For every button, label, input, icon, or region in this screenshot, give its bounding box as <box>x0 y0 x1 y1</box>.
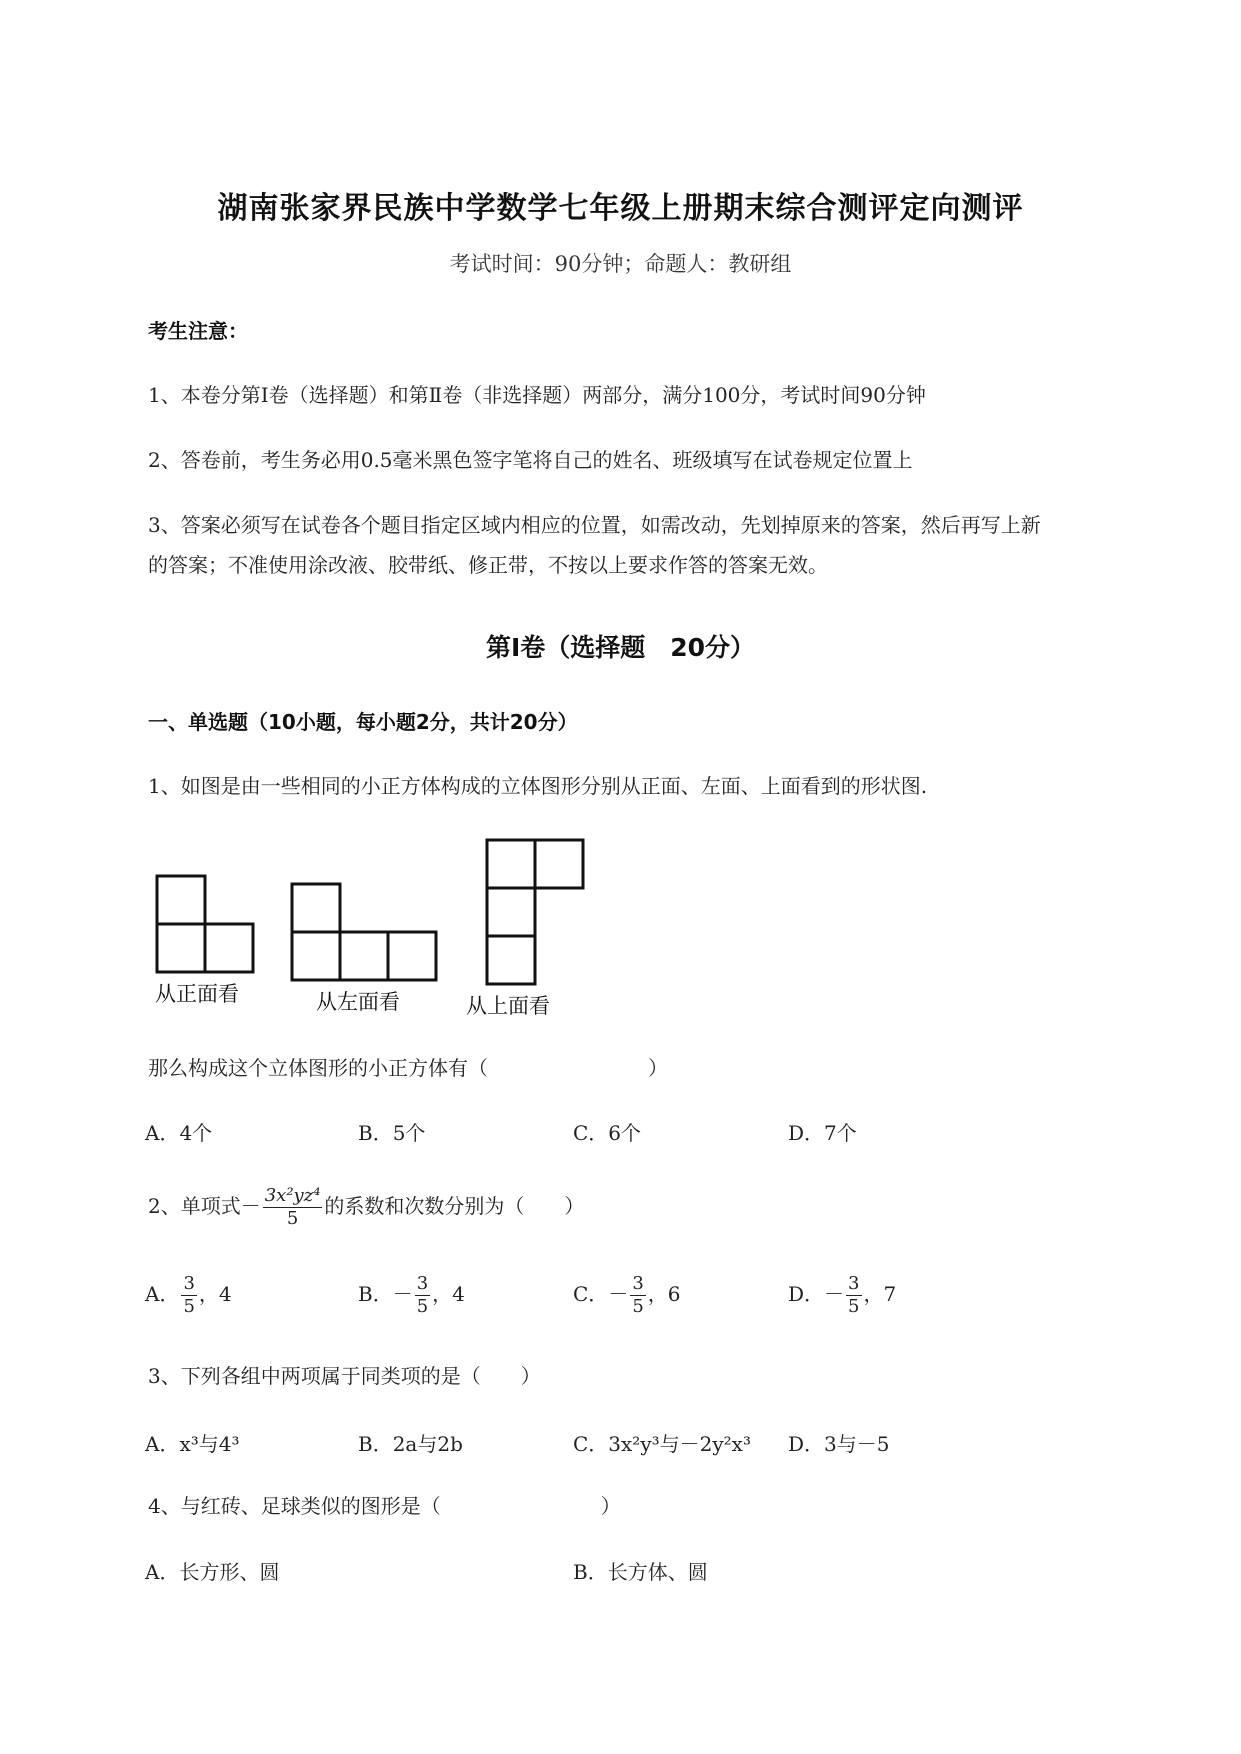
fraction-numerator: 3 <box>632 1273 644 1294</box>
option-b <box>358 1268 465 1320</box>
option-c <box>573 1268 681 1320</box>
page-title: 湖南张家界民族中学数学七年级上册期末综合测评定向测评 <box>217 191 1024 226</box>
option-sign: － <box>392 1282 413 1306</box>
stem-prefix: 2、单项式－ <box>148 1194 261 1218</box>
option-d <box>788 1268 896 1320</box>
option-a: A．x³与4³ <box>145 1432 240 1456</box>
option-fraction <box>846 1273 861 1318</box>
question-4-stem: 4、与红砖、足球类似的图形是（ ） <box>148 1494 621 1518</box>
notice-item: 1、本卷分第I卷（选择题）和第Ⅱ卷（非选择题）两部分，满分100分，考试时间90分钟 <box>148 383 926 407</box>
top-view-drawing <box>487 840 583 984</box>
option-rest: ，6 <box>647 1282 681 1306</box>
option-label: B． <box>358 1282 393 1306</box>
option-d: D．3与－5 <box>788 1432 890 1456</box>
front-view-drawing <box>157 876 253 972</box>
question-2-stem <box>148 1180 584 1232</box>
option-a <box>145 1268 232 1320</box>
fraction-denominator: 5 <box>416 1296 429 1317</box>
option-label: A． <box>145 1282 180 1306</box>
fraction-numerator: 3 <box>416 1273 429 1294</box>
question-1-stem: 1、如图是由一些相同的小正方体构成的立体图形分别从正面、左面、上面看到的形状图. <box>148 774 928 798</box>
left-view-drawing <box>292 884 436 980</box>
front-view-label: 从正面看 <box>155 982 239 1006</box>
question-3-stem: 3、下列各组中两项属于同类项的是（ ） <box>148 1364 541 1388</box>
notice-item: 2、答卷前，考生务必用0.5毫米黑色签字笔将自己的姓名、班级填写在试卷规定位置上 <box>148 448 913 472</box>
option-fraction <box>181 1273 196 1318</box>
option-b: B．5个 <box>358 1121 426 1145</box>
option-a: A．长方形、圆 <box>145 1560 280 1584</box>
notice-heading: 考生注意： <box>148 319 248 343</box>
option-sign: － <box>824 1282 845 1306</box>
monomial-fraction <box>263 1185 323 1230</box>
option-label: C． <box>573 1282 609 1306</box>
fraction-denominator: 5 <box>183 1296 195 1317</box>
fraction-denominator: 5 <box>286 1208 299 1229</box>
option-c: C．6个 <box>573 1121 642 1145</box>
section-title: 第I卷（选择题 20分） <box>485 633 756 662</box>
option-rest: ，4 <box>432 1282 465 1306</box>
notice-item: 3、答案必须写在试卷各个题目指定区域内相应的位置，如需改动，先划掉原来的答案，然后再写上新 <box>148 513 1041 537</box>
option-rest: ，7 <box>863 1282 897 1306</box>
left-view-label: 从左面看 <box>316 990 400 1014</box>
exam-info: 考试时间：90分钟；命题人：教研组 <box>449 252 792 276</box>
option-b: B．2a与2b <box>358 1432 463 1456</box>
option-fraction <box>415 1273 430 1318</box>
part-heading: 一、单选题（10小题，每小题2分，共计20分） <box>148 710 578 734</box>
fraction-denominator: 5 <box>848 1296 860 1317</box>
fraction-denominator: 5 <box>632 1296 644 1317</box>
option-b: B．长方体、圆 <box>573 1560 708 1584</box>
option-a: A．4个 <box>145 1121 213 1145</box>
fraction-numerator: 3 <box>183 1273 195 1294</box>
option-c: C．3x²y³与－2y²x³ <box>573 1432 751 1456</box>
fraction-numerator: 3x²yz⁴ <box>264 1185 321 1206</box>
option-label: D． <box>788 1282 825 1306</box>
question-1-text: 那么构成这个立体图形的小正方体有（ ） <box>148 1056 668 1080</box>
option-fraction <box>630 1273 645 1318</box>
option-sign: － <box>608 1282 629 1306</box>
notice-item: 的答案；不准使用涂改液、胶带纸、修正带，不按以上要求作答的答案无效。 <box>148 553 828 577</box>
option-d: D．7个 <box>788 1121 857 1145</box>
top-view-label: 从上面看 <box>466 994 550 1018</box>
option-rest: ，4 <box>198 1282 232 1306</box>
stem-suffix: 的系数和次数分别为（ ） <box>324 1194 585 1218</box>
fraction-numerator: 3 <box>848 1273 860 1294</box>
